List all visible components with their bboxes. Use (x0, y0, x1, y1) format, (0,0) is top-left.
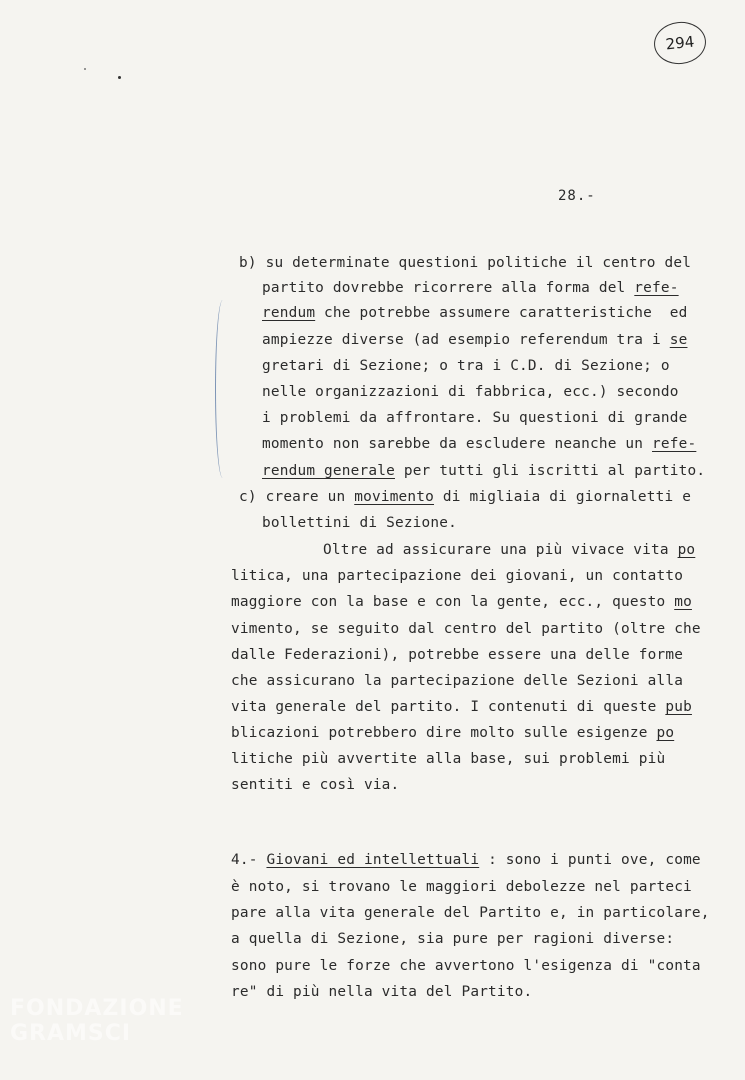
text-line: dalle Federazioni), potrebbe essere una delle forme (231, 647, 684, 663)
text-line: vimento, se seguito dal centro del partito (oltre che (231, 621, 701, 637)
text-line: pare alla vita generale del Partito e, in particolare, (231, 905, 710, 921)
text-line: litica, una partecipazione dei giovani, un contatto (231, 568, 684, 584)
stamp-number: 294 (664, 32, 696, 54)
text-line: a quella di Sezione, sia pure per ragioni diverse: (231, 931, 675, 947)
text-line: blicazioni potrebbero dire molto sulle esigenze po (231, 725, 675, 741)
text-line: i problemi da affrontare. Su questioni di grande (262, 410, 688, 426)
text-line: vita generale del partito. I contenuti di queste pub (231, 699, 692, 715)
text-line: ampiezze diverse (ad esempio referendum tra i se (262, 332, 688, 348)
text-line: maggiore con la base e con la gente, ecc., questo mo (231, 594, 692, 610)
watermark-line: GRAMSCI (10, 1021, 132, 1047)
text-line: litiche più avvertite alla base, sui problemi più (231, 751, 666, 767)
text-line: è noto, si trovano le maggiori debolezze nel parteci (231, 879, 692, 895)
text-line: partito dovrebbe ricorrere alla forma del refe- (262, 280, 679, 296)
text-line: gretari di Sezione; o tra i C.D. di Sezione; o (262, 358, 670, 374)
text-line: sentiti e così via. (231, 777, 400, 793)
page-number: 28.- (558, 188, 596, 204)
text-line: re" di più nella vita del Partito. (231, 984, 533, 1000)
speck (84, 68, 86, 70)
text-line: rendum che potrebbe assumere caratteristiche ed (262, 305, 688, 321)
section-heading-line: 4.- Giovani ed intellettuali : sono i punti ove, come (231, 852, 701, 868)
text-line: c) creare un movimento di migliaia di giornaletti e (239, 489, 692, 505)
text-line: sono pure le forze che avvertono l'esigenza di "conta (231, 958, 701, 974)
text-line: momento non sarebbe da escludere neanche un refe- (262, 436, 697, 452)
archive-stamp (652, 19, 708, 66)
margin-bracket (215, 300, 234, 478)
text-line: nelle organizzazioni di fabbrica, ecc.) secondo (262, 384, 679, 400)
text-line: b) su determinate questioni politiche il centro del (239, 255, 692, 271)
archive-watermark (10, 996, 184, 1047)
text-line: che assicurano la partecipazione delle Sezioni alla (231, 673, 684, 689)
watermark-line: FONDAZIONE (10, 996, 184, 1021)
speck (118, 76, 121, 79)
text-line: Oltre ad assicurare una più vivace vita po (323, 542, 696, 558)
text-line: rendum generale per tutti gli iscritti al partito. (262, 463, 706, 479)
text-line: bollettini di Sezione. (262, 515, 458, 531)
